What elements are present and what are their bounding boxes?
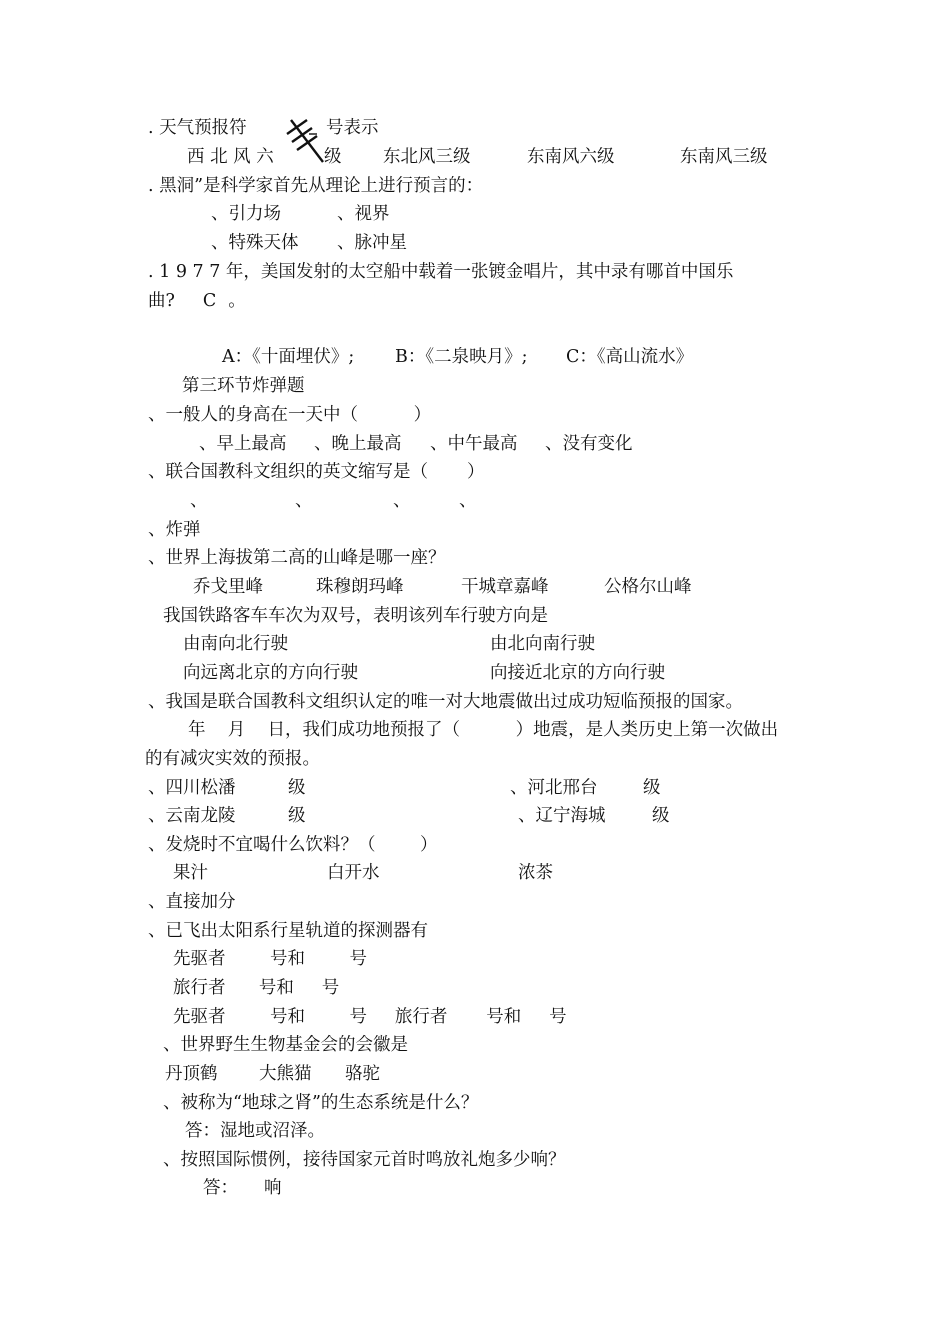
bomb-q1-option-c: 、中午最高 [430,434,518,454]
bomb-q5-option-a: 、四川松潘 [148,778,236,798]
bomb-q1-option-d: 、没有变化 [545,434,633,454]
bomb-q5-stem-line3: 的有减灾实效的预报。 [145,749,320,769]
bomb-q9-answer: 答：湿地或沼泽。 [185,1121,325,1141]
bomb-q1-option-b: 、晚上最高 [314,434,402,454]
bomb-q6-option-b: 白开水 [327,863,380,883]
bomb-q10-stem: 、按照国际惯例，接待国家元首时鸣放礼炮多少响？ [163,1150,566,1170]
bomb-q2-option-a: 、 [190,491,208,511]
bomb-q4-option-c: 向远离北京的方向行驶 [183,663,358,683]
bomb-q10-answer-label: 答： [203,1178,238,1198]
q-blackhole-stem: . 黑洞”是科学家首先从理论上进行预言的： [148,176,484,196]
q-blackhole-option-a: 、引力场 [211,204,281,224]
bomb-q1-stem: 、一般人的身高在一天中（ ） [148,405,432,425]
q-record-option-a: A：《十面埋伏》; [222,347,355,367]
bomb-label: 、炸弹 [148,520,201,540]
bomb-q3-option-c: 干城章嘉峰 [461,577,549,597]
bomb-q2-option-c: 、 [393,491,411,511]
bomb-q8-option-b: 大熊猫 [259,1064,312,1084]
bomb-q4-option-b: 由北向南行驶 [490,634,595,654]
bomb-q5-option-c-unit: 级 [288,806,306,826]
q-blackhole-option-b: 、视界 [337,204,390,224]
q-record-stem-line1: . 1 9 7 7 年，美国发射的太空船中载着一张镀金唱片，其中录有哪首中国乐 [148,262,734,282]
q-record-stem-line2: 曲? C 。 [148,291,246,311]
q-weather-option-4: 东南风三级 [680,147,768,167]
bomb-q5-option-d: 、辽宁海城 [518,806,606,826]
bomb-q2-option-b: 、 [295,491,313,511]
q-weather-option-3: 东南风六级 [527,147,615,167]
bomb-q7-option-b: 旅行者 号和 号 [173,978,340,998]
bomb-q5-option-d-unit: 级 [652,806,670,826]
bomb-q9-stem: 、被称为“地球之肾”的生态系统是什么？ [163,1093,479,1113]
bomb-q3-stem: 、世界上海拔第二高的山峰是哪一座？ [148,548,446,568]
bomb-q6-stem: 、发烧时不宜喝什么饮料？（ ） [148,835,438,855]
bomb-q1-option-a: 、早上最高 [199,434,287,454]
bomb-q7-stem: 、已飞出太阳系行星轨道的探测器有 [148,921,428,941]
bomb-q6-option-c: 浓茶 [518,863,553,883]
bomb-q7-option-c: 先驱者 号和 号 旅行者 号和 号 [173,1007,567,1027]
bomb-q4-option-a: 由南向北行驶 [183,634,288,654]
bomb-q8-stem: 、世界野生生物基金会的会徽是 [163,1035,408,1055]
bomb-q5-stem-line2: 年 月 日，我们成功地预报了（ ）地震，是人类历史上第一次做出 [188,720,779,740]
bomb-q2-option-d: 、 [459,491,477,511]
bomb-q10-answer-unit: 响 [264,1178,282,1198]
bomb-q3-option-a: 乔戈里峰 [193,577,263,597]
q-weather-option-1-unit: 级 [324,147,342,167]
bomb-q2-stem: 、联合国教科文组织的英文缩写是（ ） [148,462,485,482]
bomb-q8-option-a: 丹顶鹤 [165,1064,218,1084]
bomb-q5-option-b: 、河北邢台 [510,778,598,798]
bomb-q5-option-c: 、云南龙陵 [148,806,236,826]
q-record-option-b: B：《二泉映月》; [395,347,528,367]
q-weather-option-2: 东北风三级 [383,147,471,167]
section-title: 第三环节炸弹题 [182,376,305,396]
bomb-q3-option-b: 珠穆朗玛峰 [316,577,404,597]
bomb-q8-option-c: 骆驼 [345,1064,380,1084]
bomb-q4-option-d: 向接近北京的方向行驶 [490,663,665,683]
q-weather-option-1: 西 北 风 六 [187,147,274,167]
bonus-label: 、直接加分 [148,892,236,912]
q-blackhole-option-c: 、特殊天体 [211,233,299,253]
bomb-q3-option-d: 公格尔山峰 [604,577,692,597]
q-weather-stem: . 天气预报符 [148,118,253,138]
bomb-q4-stem: 我国铁路客车车次为双号，表明该列车行驶方向是 [163,606,548,626]
bomb-q5-option-b-unit: 级 [643,778,661,798]
bomb-q6-option-a: 果汁 [173,863,208,883]
q-blackhole-option-d: 、脉冲星 [337,233,407,253]
q-record-option-c: C：《高山流水》 [566,347,694,367]
q-record-answer: C [202,291,217,311]
bomb-q7-option-a: 先驱者 号和 号 [173,949,368,969]
bomb-q5-option-a-unit: 级 [288,778,306,798]
q-weather-stem-tail: 号表示 [326,118,379,138]
bomb-q5-stem-line1: 、我国是联合国教科文组织认定的唯一对大地震做出过成功短临预报的国家。 [148,692,743,712]
